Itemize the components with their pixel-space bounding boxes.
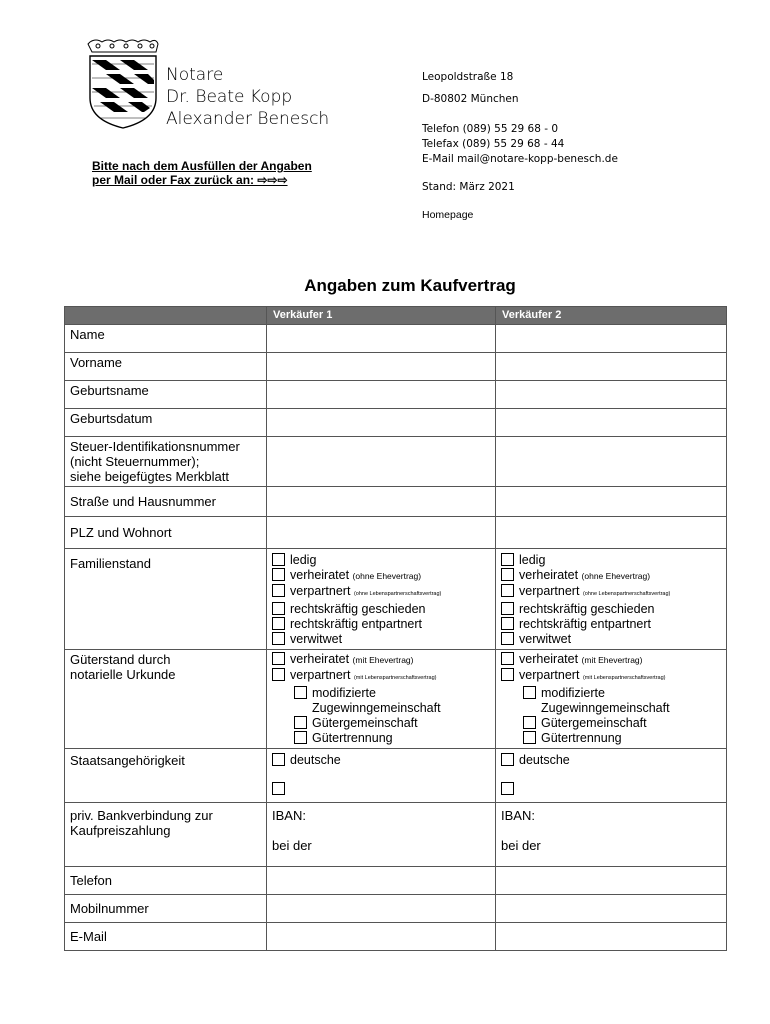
row-bank: [65, 803, 727, 867]
option-geschieden[interactable]: rechtskräftig geschieden: [272, 602, 490, 617]
checkbox[interactable]: [294, 686, 307, 699]
option-verheiratet-ehevertrag[interactable]: verheiratet (mit Ehevertrag): [272, 652, 490, 668]
header-seller-1: Verkäufer 1: [267, 307, 496, 325]
header-empty: [65, 307, 267, 325]
familienstand-options-1: [267, 549, 496, 650]
input-geburtsname-2[interactable]: [496, 381, 727, 409]
office-line-1: Notare: [166, 65, 224, 85]
option-verpartnert-vertrag[interactable]: verpartnert (mit Lebenspartnerschaftsvertrag): [272, 668, 490, 686]
gueterstand-options-2: [496, 650, 727, 749]
label-familienstand: Familienstand: [65, 549, 267, 650]
input-name-1[interactable]: [267, 325, 496, 353]
option-verheiratet[interactable]: verheiratet (ohne Ehevertrag): [272, 568, 490, 584]
table-header: [65, 307, 727, 325]
header-seller-2: Verkäufer 2: [496, 307, 727, 325]
checkbox[interactable]: [501, 753, 514, 766]
label-plz: PLZ und Wohnort: [65, 517, 267, 549]
option-ledig[interactable]: ledig: [501, 553, 721, 568]
option-verheiratet-ehevertrag[interactable]: verheiratet (mit Ehevertrag): [501, 652, 721, 668]
option-guetergemeinschaft[interactable]: Gütergemeinschaft: [501, 716, 721, 731]
checkbox[interactable]: [272, 602, 285, 615]
return-instruction: [92, 159, 312, 187]
staat-options-2: [496, 749, 727, 803]
checkbox[interactable]: [272, 782, 285, 795]
fax: Telefax (089) 55 29 68 - 44: [422, 138, 565, 150]
gueterstand-line-1: Güterstand durch: [70, 652, 171, 667]
input-plz-1[interactable]: [267, 517, 496, 549]
gueterstand-line-2: notarielle Urkunde: [70, 667, 176, 682]
label-geburtsname: Geburtsname: [65, 381, 267, 409]
row-strasse: [65, 487, 727, 517]
row-name: [65, 325, 727, 353]
checkbox[interactable]: [272, 584, 285, 597]
row-steuer-id: [65, 437, 727, 487]
option-other[interactable]: [501, 782, 721, 797]
option-entpartnert[interactable]: rechtskräftig entpartnert: [272, 617, 490, 632]
street: Leopoldstraße 18: [422, 71, 514, 83]
checkbox[interactable]: [501, 782, 514, 795]
option-modifizierte[interactable]: modifizierte: [501, 686, 721, 701]
phone: Telefon (089) 55 29 68 - 0: [422, 123, 559, 135]
row-telefon: [65, 867, 727, 895]
input-steuer-id-1[interactable]: [267, 437, 496, 487]
row-mobil: [65, 895, 727, 923]
option-verpartnert-vertrag[interactable]: verpartnert (mit Lebenspartnerschaftsvertrag): [501, 668, 721, 686]
input-mobil-1[interactable]: [267, 895, 496, 923]
stand-date: Stand: März 2021: [422, 181, 515, 193]
option-guetertrennung[interactable]: Gütertrennung: [272, 731, 490, 746]
row-vorname: [65, 353, 727, 381]
input-mobil-2[interactable]: [496, 895, 727, 923]
office-line-3: Alexander Benesch: [166, 109, 330, 129]
checkbox[interactable]: [523, 716, 536, 729]
bank-fields-1[interactable]: [267, 803, 496, 867]
familienstand-options-2: [496, 549, 727, 650]
input-name-2[interactable]: [496, 325, 727, 353]
input-geburtsdatum-1[interactable]: [267, 409, 496, 437]
office-line-2: Dr. Beate Kopp: [166, 87, 293, 107]
bank-line-1: priv. Bankverbindung zur: [70, 808, 213, 823]
steuer-line-2: (nicht Steuernummer);: [70, 454, 200, 469]
label-staat: Staatsangehörigkeit: [65, 749, 267, 803]
input-vorname-2[interactable]: [496, 353, 727, 381]
gueterstand-options-1: [267, 650, 496, 749]
row-geburtsdatum: [65, 409, 727, 437]
input-strasse-1[interactable]: [267, 487, 496, 517]
checkbox[interactable]: [501, 568, 514, 581]
input-telefon-1[interactable]: [267, 867, 496, 895]
checkbox[interactable]: [294, 731, 307, 744]
checkbox[interactable]: [501, 602, 514, 615]
label-vorname: Vorname: [65, 353, 267, 381]
checkbox[interactable]: [272, 632, 285, 645]
steuer-line-1: Steuer-Identifikationsnummer: [70, 439, 240, 454]
input-geburtsname-1[interactable]: [267, 381, 496, 409]
input-telefon-2[interactable]: [496, 867, 727, 895]
row-gueterstand: [65, 650, 727, 749]
option-guetergemeinschaft[interactable]: Gütergemeinschaft: [272, 716, 490, 731]
input-plz-2[interactable]: [496, 517, 727, 549]
input-vorname-1[interactable]: [267, 353, 496, 381]
page-title: Angaben zum Kaufvertrag: [304, 276, 516, 295]
coat-of-arms-logo: [86, 38, 160, 130]
option-geschieden[interactable]: rechtskräftig geschieden: [501, 602, 721, 617]
email-address: E-Mail mail@notare-kopp-benesch.de: [422, 153, 618, 165]
checkbox[interactable]: [272, 652, 285, 665]
option-modifizierte-cont: Zugewinngemeinschaft: [312, 701, 441, 715]
checkbox[interactable]: [501, 617, 514, 630]
checkbox[interactable]: [523, 731, 536, 744]
address-block: [422, 70, 618, 223]
notary-office-name: [166, 64, 329, 130]
label-name: Name: [65, 325, 267, 353]
row-staat: [65, 749, 727, 803]
label-mobil: Mobilnummer: [65, 895, 267, 923]
option-deutsche[interactable]: deutsche: [272, 753, 490, 768]
option-verpartnert[interactable]: verpartnert (ohne Lebenspartnerschaftsvertrag): [501, 584, 721, 602]
input-strasse-2[interactable]: [496, 487, 727, 517]
option-guetertrennung[interactable]: Gütertrennung: [501, 731, 721, 746]
option-entpartnert[interactable]: rechtskräftig entpartnert: [501, 617, 721, 632]
label-strasse: Straße und Hausnummer: [65, 487, 267, 517]
checkbox[interactable]: [501, 668, 514, 681]
input-email-2[interactable]: [496, 923, 727, 951]
instruction-line-1: Bitte nach dem Ausfüllen der Angaben: [92, 159, 312, 173]
checkbox[interactable]: [294, 716, 307, 729]
option-verwitwet[interactable]: verwitwet: [272, 632, 490, 647]
checkbox[interactable]: [272, 753, 285, 766]
input-geburtsdatum-2[interactable]: [496, 409, 727, 437]
instruction-line-2: per Mail oder Fax zurück an: ⇨⇨⇨: [92, 173, 288, 187]
steuer-line-3: siehe beigefügtes Merkblatt: [70, 469, 229, 484]
bank-line-2: Kaufpreiszahlung: [70, 823, 171, 838]
label-geburtsdatum: Geburtsdatum: [65, 409, 267, 437]
label-bank: [65, 803, 267, 867]
bank-name-label: bei der: [501, 838, 541, 853]
option-deutsche[interactable]: deutsche: [501, 753, 721, 768]
label-steuer-id: [65, 437, 267, 487]
row-plz: [65, 517, 727, 549]
row-familienstand: [65, 549, 727, 650]
iban-label: IBAN:: [272, 808, 306, 823]
bank-name-label: bei der: [272, 838, 312, 853]
label-telefon: Telefon: [65, 867, 267, 895]
option-modifizierte-cont: Zugewinngemeinschaft: [541, 701, 670, 715]
staat-options-1: [267, 749, 496, 803]
bank-fields-2[interactable]: [496, 803, 727, 867]
option-verwitwet[interactable]: verwitwet: [501, 632, 721, 647]
homepage-link[interactable]: Homepage: [422, 209, 474, 221]
checkbox[interactable]: [501, 652, 514, 665]
option-other[interactable]: [272, 782, 490, 797]
row-email: [65, 923, 727, 951]
checkbox[interactable]: [272, 617, 285, 630]
label-email: E-Mail: [65, 923, 267, 951]
checkbox[interactable]: [501, 553, 514, 566]
label-gueterstand: [65, 650, 267, 749]
row-geburtsname: [65, 381, 727, 409]
checkbox[interactable]: [272, 668, 285, 681]
option-ledig[interactable]: ledig: [272, 553, 490, 568]
checkbox[interactable]: [523, 686, 536, 699]
city: D-80802 München: [422, 93, 519, 105]
input-email-1[interactable]: [267, 923, 496, 951]
checkbox[interactable]: [272, 568, 285, 581]
checkbox[interactable]: [272, 553, 285, 566]
option-modifizierte[interactable]: modifizierte: [272, 686, 490, 701]
sales-contract-form: [64, 306, 727, 951]
option-verpartnert[interactable]: verpartnert (ohne Lebenspartnerschaftsvertrag): [272, 584, 490, 602]
input-steuer-id-2[interactable]: [496, 437, 727, 487]
iban-label: IBAN:: [501, 808, 535, 823]
checkbox[interactable]: [501, 584, 514, 597]
option-verheiratet[interactable]: verheiratet (ohne Ehevertrag): [501, 568, 721, 584]
checkbox[interactable]: [501, 632, 514, 645]
